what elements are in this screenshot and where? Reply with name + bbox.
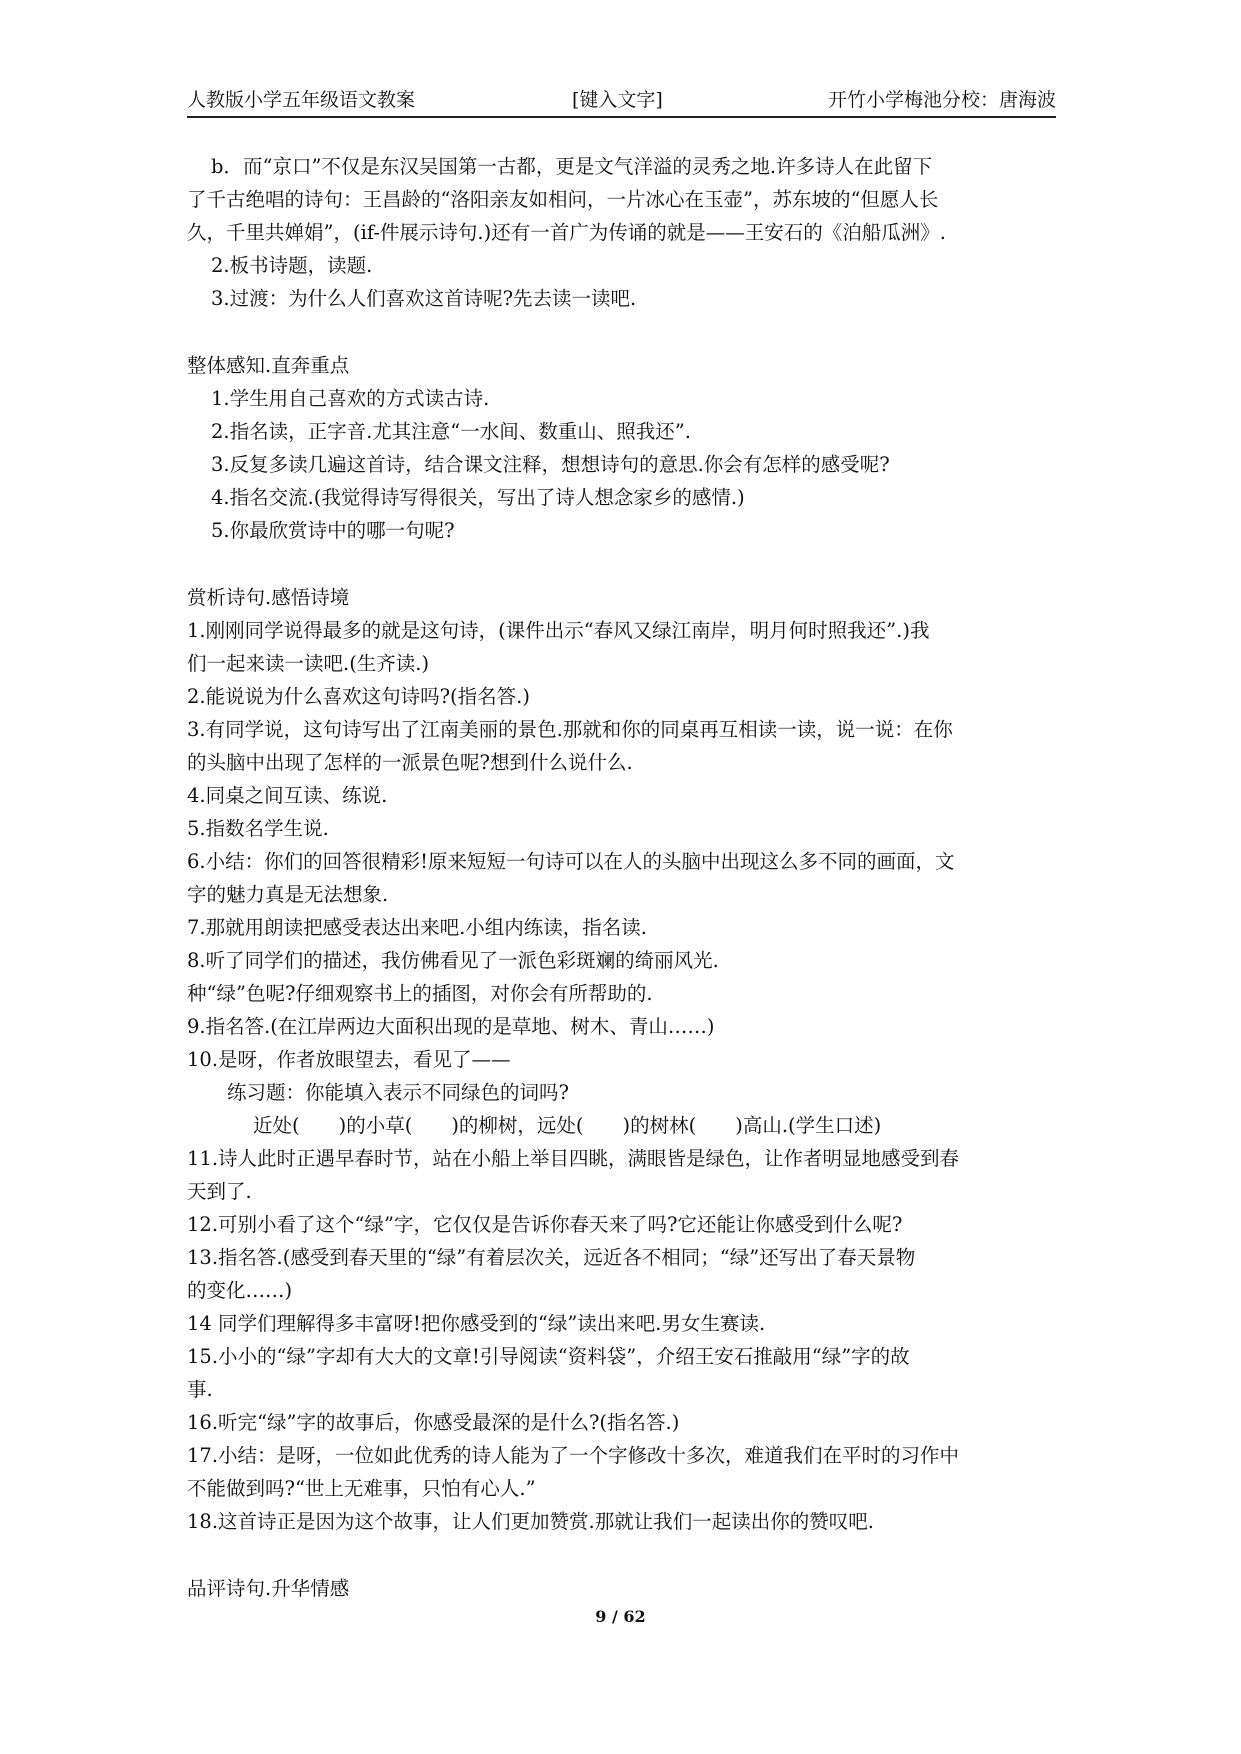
paragraph-line: 久，千里共婵娟”，(if-件展示诗句.)还有一首广为传诵的就是——王安石的《泊船瓜洲》. — [187, 221, 946, 244]
paragraph-line: 事. — [187, 1378, 213, 1401]
paragraph-line: 1.刚刚同学说得最多的就是这句诗，(课件出示“春风又绿江南岸，明月何时照我还”.)我 — [187, 619, 930, 642]
page-header — [187, 86, 1056, 118]
document-body — [187, 150, 1057, 1605]
paragraph-line: 4.同桌之间互读、练说. — [187, 784, 388, 807]
paragraph-line: 的头脑中出现了怎样的一派景色呢?想到什么说什么. — [187, 751, 633, 774]
paragraph-line: b．而“京口”不仅是东汉吴国第一古都，更是文气洋溢的灵秀之地.许多诗人在此留下 — [211, 155, 933, 178]
paragraph-line: 15.小小的“绿”字却有大大的文章!引导阅读“资料袋”，介绍王安石推敲用“绿”字的故 — [187, 1345, 910, 1368]
list-item: 3.反复多读几遍这首诗，结合课文注释，想想诗句的意思.你会有怎样的感受呢? — [211, 453, 890, 476]
paragraph-line: 14 同学们理解得多丰富呀!把你感受到的“绿”读出来吧.男女生赛读. — [187, 1312, 766, 1335]
paragraph-line: 13.指名答.(感受到春天里的“绿”有着层次关，远近各不相同；“绿”还写出了春天景物 — [187, 1246, 916, 1269]
list-item: 4.指名交流.(我觉得诗写得很关，写出了诗人想念家乡的感情.) — [211, 486, 745, 509]
paragraph-line: 3.有同学说，这句诗写出了江南美丽的景色.那就和你的同桌再互相读一读，说一说：在你 — [187, 718, 953, 741]
paragraph-line: 们一起来读一读吧.(生齐读.) — [187, 652, 430, 675]
paragraph-line: 12.可别小看了这个“绿”字，它仅仅是告诉你春天来了吗?它还能让你感受到什么呢? — [187, 1213, 903, 1236]
list-item: 3.过渡：为什么人们喜欢这首诗呢?先去读一读吧. — [211, 287, 637, 310]
paragraph-line: 5.指数名学生说. — [187, 817, 329, 840]
paragraph-line: 6.小结：你们的回答很精彩!原来短短一句诗可以在人的头脑中出现这么多不同的画面，文 — [187, 850, 955, 873]
list-item: 1.学生用自己喜欢的方式读古诗. — [211, 387, 490, 410]
paragraph-line: 的变化……) — [187, 1279, 293, 1302]
paragraph-line: 2.能说说为什么喜欢这句诗吗?(指名答.) — [187, 685, 530, 708]
paragraph-line: 18.这首诗正是因为这个故事，让人们更加赞赏.那就让我们一起读出你的赞叹吧. — [187, 1510, 874, 1533]
paragraph-line: 10.是呀，作者放眼望去，看见了—— — [187, 1048, 511, 1071]
page-number: 9 / 62 — [595, 1607, 646, 1626]
paragraph-line: 字的魅力真是无法想象. — [187, 883, 389, 906]
paragraph-line: 9.指名答.(在江岸两边大面积出现的是草地、树木、青山……) — [187, 1015, 715, 1038]
paragraph-line: 16.听完“绿”字的故事后，你感受最深的是什么?(指名答.) — [187, 1411, 680, 1434]
header-right-text: 开竹小学梅池分校：唐海波 — [827, 89, 1056, 111]
paragraph-line: 7.那就用朗读把感受表达出来吧.小组内练读，指名读. — [187, 916, 648, 939]
section-heading: 赏析诗句.感悟诗境 — [187, 586, 350, 609]
paragraph-line: 8.听了同学们的描述，我仿佛看见了一派色彩斑斓的绮丽风光. — [187, 949, 719, 972]
paragraph-line: 了千古绝唱的诗句：王昌龄的“洛阳亲友如相问，一片冰心在玉壶”，苏东坡的“但愿人长 — [187, 188, 939, 211]
section-heading: 整体感知.直奔重点 — [187, 354, 350, 377]
header-left-text: 人教版小学五年级语文教案 — [187, 89, 416, 111]
exercise-title: 练习题：你能填入表示不同绿色的词吗? — [227, 1081, 569, 1104]
list-item: 5.你最欣赏诗中的哪一句呢? — [211, 519, 455, 542]
exercise-fill-in: 近处( )的小草( )的柳树，远处( )的树林( )高山.(学生口述) — [253, 1114, 882, 1137]
paragraph-line: 11.诗人此时正遇早春时节，站在小船上举目四眺，满眼皆是绿色，让作者明显地感受到春 — [187, 1147, 960, 1170]
list-item: 2.板书诗题，读题. — [211, 254, 373, 277]
paragraph-line: 17.小结：是呀，一位如此优秀的诗人能为了一个字修改十多次，难道我们在平时的习作中 — [187, 1444, 960, 1467]
paragraph-line: 不能做到吗?“世上无难事，只怕有心人.” — [187, 1477, 536, 1500]
paragraph-line: 天到了. — [187, 1180, 252, 1203]
header-center-text: [键入文字] — [572, 89, 663, 111]
list-item: 2.指名读，正字音.尤其注意“一水间、数重山、照我还”. — [211, 420, 691, 443]
section-heading: 品评诗句.升华情感 — [187, 1577, 350, 1600]
paragraph-line: 种“绿”色呢?仔细观察书上的插图，对你会有所帮助的. — [187, 982, 653, 1005]
